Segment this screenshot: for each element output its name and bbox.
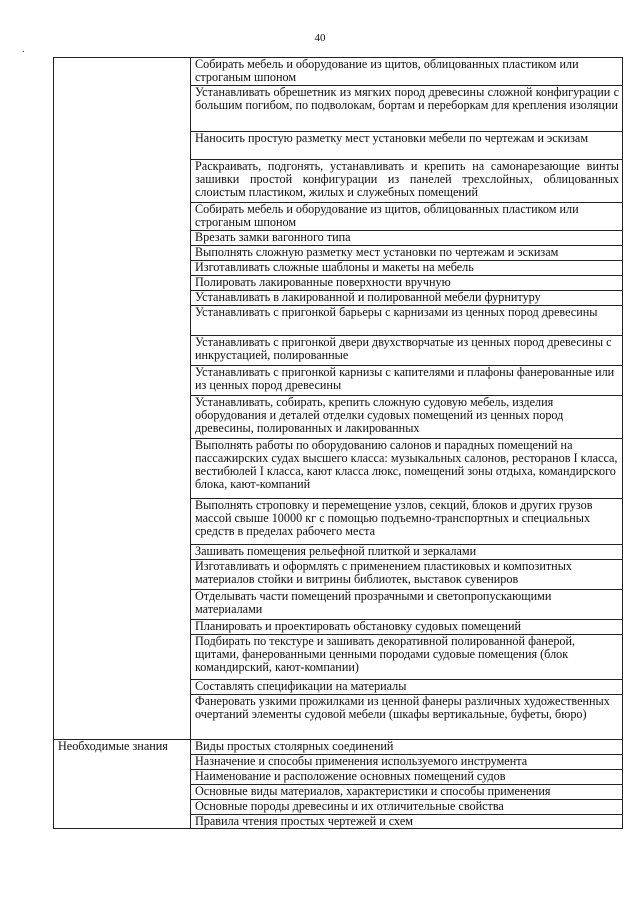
margin-dot: .	[22, 44, 25, 55]
table-cell-text: Фанеровать узкими прожилками из ценной фанеры различных художественных очертаний элементы судовой мебели (шкафы вертикальные, буфеты, бюро)	[191, 694, 623, 739]
table-cell-text: Выполнять строповку и перемещение узлов, секций, блоков и других грузов массой свыше 10000 кг с помощью подъемно-транспортных и специальных средств в пределах рабочего места	[191, 498, 623, 544]
table-row	[54, 58, 623, 86]
table-cell-text: Собирать мебель и оборудование из щитов, облицованных пластиком или строганым шпоном	[191, 202, 623, 230]
table-cell-text: Врезать замки вагонного типа	[191, 230, 623, 245]
table-cell-text: Изготавливать и оформлять с применением пластиковых и композитных материалов стойки и витрины библиотек, выставок сувениров	[191, 559, 623, 589]
table-cell-text: Правила чтения простых чертежей и схем	[191, 814, 623, 828]
table-cell-text: Устанавливать, собирать, крепить сложную судовую мебель, изделия оборудования и деталей отделки судовых помещений из ценных пород древесины, полированных и лакированных	[191, 395, 623, 438]
table-cell-text: Отделывать части помещений прозрачными и светопропускающими материалами	[191, 589, 623, 619]
table-cell-text: Основные породы древесины и их отличительные свойства	[191, 799, 623, 814]
table-cell-text: Устанавливать в лакированной и полированной мебели фурнитуру	[191, 290, 623, 305]
table-cell-text: Устанавливать обрешетник из мягких пород древесины сложной конфигурации с большим погибом, по подволокам, бортам и переборкам для крепления изоляции	[191, 85, 623, 131]
table-cell-text: Устанавливать с пригонкой карнизы с капителями и плафоны фанерованные или из ценных пород древесины	[191, 365, 623, 395]
page-number: 40	[314, 32, 326, 44]
competency-table	[53, 57, 623, 829]
table-cell-text: Назначение и способы применения используемого инструмента	[191, 754, 623, 769]
table-cell-text: Подбирать по текстуре и зашивать декоративной полированной фанерой, щитами, фанерованными ценными породами судовые помещения (блок командирский, кают-компании)	[191, 634, 623, 679]
table-cell-text: Наименование и расположение основных помещений судов	[191, 769, 623, 784]
table-cell-text: Устанавливать с пригонкой барьеры с карнизами из ценных пород древесины	[191, 305, 623, 335]
table-row	[54, 739, 623, 754]
table-cell-text: Составлять спецификации на материалы	[191, 679, 623, 694]
section-label: Необходимые знания	[54, 739, 191, 828]
table-cell-text: Раскраивать, подгонять, устанавливать и крепить на самонарезающие винты зашивки простой конфигурации из панелей трехслойных, облицованных слоистым пластиком, жилых и служебных помещений	[191, 159, 623, 202]
table-cell-text: Виды простых столярных соединений	[191, 739, 623, 754]
table-cell-text: Полировать лакированные поверхности вручную	[191, 275, 623, 290]
table-cell-text: Выполнять сложную разметку мест установки по чертежам и эскизам	[191, 245, 623, 260]
table-cell-text: Выполнять работы по оборудованию салонов и парадных помещений на пассажирских судах высшего класса: музыкальных салонов, ресторанов I класса, вестибюлей I класса, кают класса люкс, помещений зоны отдыха, командирского блока, кают-компаний	[191, 438, 623, 498]
section-label	[54, 58, 191, 740]
table-cell-text: Основные виды материалов, характеристики и способы применения	[191, 784, 623, 799]
table-cell-text: Устанавливать с пригонкой двери двухстворчатые из ценных пород древесины с инкрустацией, полированные	[191, 335, 623, 365]
table-cell-text: Зашивать помещения рельефной плиткой и зеркалами	[191, 544, 623, 559]
table-cell-text: Изготавливать сложные шаблоны и макеты на мебель	[191, 260, 623, 275]
table-cell-text: Наносить простую разметку мест установки мебели по чертежам и эскизам	[191, 131, 623, 159]
table-cell-text: Собирать мебель и оборудование из щитов, облицованных пластиком или строганым шпоном	[191, 58, 623, 86]
table-cell-text: Планировать и проектировать обстановку судовых помещений	[191, 619, 623, 634]
